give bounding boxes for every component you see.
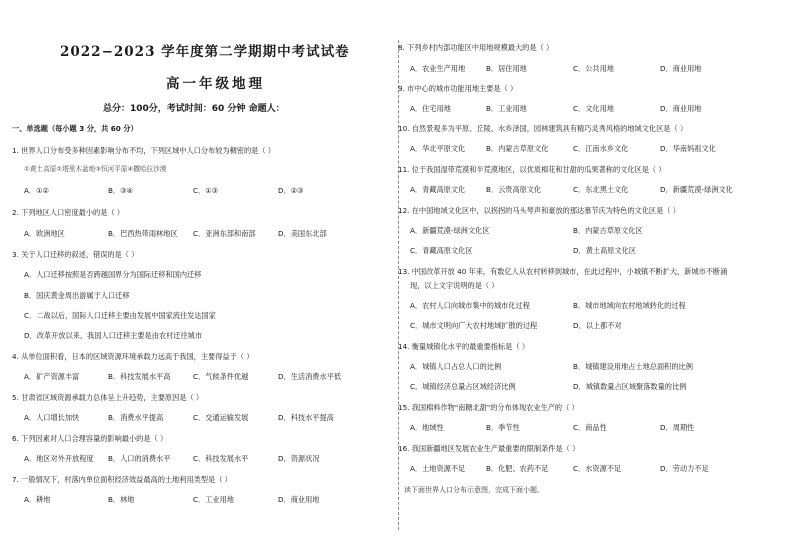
option-c: C．①③ <box>193 186 219 195</box>
option-a: A．华北平原文化 <box>410 144 466 153</box>
option-c: C．文化用地 <box>573 104 614 113</box>
question-stem: 16. 我国新疆地区发展农业生产最重要的限制条件是（ ） <box>398 444 580 453</box>
option-c: C．科技发展水平 <box>193 454 249 463</box>
question-stem: 13. 中国改革开放 40 年来，有数亿人从农村转移到城市，在此过程中，小城镇不断扩大，新城市不断涌 <box>398 267 728 276</box>
question-stem: 14. 衡量城镇化水平的最重要指标是（ ） <box>398 342 530 351</box>
option-c: C．亚洲东部和南部 <box>193 229 256 238</box>
option-b: B．③④ <box>108 186 134 195</box>
exam-subtitle: 高一年级地理 <box>166 76 265 92</box>
option-a: A．①② <box>24 186 49 195</box>
option-d: D．资源状况 <box>278 454 320 463</box>
option-b: B．人口的消费水平 <box>108 454 171 463</box>
option-d: D．商业用地 <box>660 104 702 113</box>
question-stem: 6. 下列因素对人口合理容量的影响最小的是（ ） <box>12 434 168 443</box>
option-a: A．青藏高原文化 <box>410 185 466 194</box>
option-a: A．欧洲地区 <box>24 229 65 238</box>
option-a: A．人口迁移按照是否跨越国界分为国际迁移和国内迁移 <box>24 270 202 279</box>
question-stem: 9. 市中心的城市功能用地主要是（ ） <box>398 84 518 93</box>
option-b: B．内蒙古草原文化 <box>486 144 549 153</box>
option-a: A．住宅用地 <box>410 104 451 113</box>
question-stem: 5. 甘肃省区域资源承载力总体呈上升趋势，主要原因是（ ） <box>12 393 204 402</box>
option-a: A．矿产资源丰富 <box>24 372 80 381</box>
question-stem: 2. 下列地区人口密度最小的是（ ） <box>12 208 125 217</box>
option-b: B．内蒙古草原文化区 <box>573 226 643 235</box>
option-c: C．公共用地 <box>573 64 614 73</box>
question-stem: 15. 我国棉料作物"南糖北甜"的分布体现农业生产的（ ） <box>398 403 579 412</box>
option-b: B．消费水平提高 <box>108 413 164 422</box>
question-stem: 12. 在中国地域文化区中，以拐拐的马头琴声和豪放的那达慕节庆为特色的文化区是（ ） <box>398 206 680 215</box>
question-stem: 8. 下列乡村内部功能区中用地规模最大的是（ ） <box>398 43 554 52</box>
footer-note: 读下面世界人口分布示意图，完成下面小题。 <box>404 486 544 494</box>
question-stem: 11. 位于我国湿带荒漠和半荒漠地区，以优质棉花和甘甜的瓜果著称的文化区是（ ） <box>398 165 666 174</box>
option-b: B．化肥、农药不足 <box>486 464 549 473</box>
option-d: D．商业用地 <box>278 495 320 504</box>
option-d: D．改革开放以来，我国人口迁移主要是由农村迁往城市 <box>24 331 203 340</box>
option-c: C．城镇经济总量占区域经济比例 <box>410 382 516 391</box>
option-c: C．青藏高原文化区 <box>410 246 473 255</box>
option-c: C．东北黑土文化 <box>573 185 629 194</box>
option-b: B．季节性 <box>486 423 520 432</box>
section-label: 一、单选题（每小题 3 分，共 60 分） <box>12 124 138 133</box>
option-a: A．耕地 <box>24 495 51 504</box>
option-c: C．二战以后，国际人口迁移主要由发展中国家流往发达国家 <box>24 311 216 320</box>
question-stem: 3. 关于人口迁移的叙述，错误的是（ ） <box>12 250 139 259</box>
option-c: C．交通运输发展 <box>193 413 249 422</box>
question-stem: 10. 自然景观多为平原、丘陵、水乡泽国，园林建筑具有精巧灵秀风格的地域文化区是（ ） <box>398 124 688 133</box>
option-a: A．地区对外开放程度 <box>24 454 94 463</box>
option-d: D．②③ <box>278 186 304 195</box>
option-b: B．城市地域向农村地域转化的过程 <box>573 301 686 310</box>
option-c: C．江南水乡文化 <box>573 144 629 153</box>
option-a: A．新疆荒漠-绿洲文化区 <box>410 226 490 235</box>
column-divider <box>398 40 399 530</box>
exam-title: 2022−2023 学年度第二学期期中考试试卷 <box>60 44 350 60</box>
option-c: C．工业用地 <box>193 495 234 504</box>
option-b: B．城镇建设用地占土地总面积的比例 <box>573 362 693 371</box>
option-c: C．气候条件优越 <box>193 372 249 381</box>
option-d: D．周期性 <box>660 423 695 432</box>
option-d: D．华南妈祖文化 <box>660 144 716 153</box>
option-a: A．土地资源不足 <box>410 464 466 473</box>
question-stem: 7. 一般情况下，村落内单位面积经济效益最高的土地利用类型是（ ） <box>12 475 232 484</box>
question-stem: 4. 从单位面积看，日本的区域资源环境承载力远高于我国，主要得益于（ ） <box>12 352 254 361</box>
option-b: B．林地 <box>108 495 135 504</box>
exam-meta: 总分：100分，考试时间：60 分钟 命题人： <box>103 104 285 114</box>
option-b: B．居住用地 <box>486 64 527 73</box>
option-b: B．科技发展水平高 <box>108 372 171 381</box>
option-d: D．黄土高原文化区 <box>573 246 637 255</box>
option-c: C．水资源不足 <box>573 464 622 473</box>
option-d: D．生活消费水平低 <box>278 372 342 381</box>
option-d: D．劳动力不足 <box>660 464 709 473</box>
option-a: A．地域性 <box>410 423 444 432</box>
option-d: D．商业用地 <box>660 64 702 73</box>
question-sub: ①黄土高原②塔里木盆地③恒河平原④撒哈拉沙漠 <box>24 165 167 173</box>
option-d: D．以上都不对 <box>573 321 622 330</box>
question-stem: 1. 世界人口分布受多种因素影响分布不均，下列区域中人口分布较为稠密的是（ ） <box>12 146 275 155</box>
option-b: B．国庆黄金周出游属于人口迁移 <box>24 291 130 300</box>
option-b: B．巴西热带雨林地区 <box>108 229 178 238</box>
option-a: A．农业生产用地 <box>410 64 466 73</box>
option-d: D．城镇数量占区域聚落数量的比例 <box>573 382 687 391</box>
option-a: A．城镇人口占总人口的比例 <box>410 362 502 371</box>
option-d: D．美国东北部 <box>278 229 327 238</box>
question-stem-cont: 现，以上文字说明的是（ ） <box>410 281 499 290</box>
option-c: C．商品性 <box>573 423 607 432</box>
option-a: A．人口增长加快 <box>24 413 80 422</box>
option-b: B．工业用地 <box>486 104 527 113</box>
option-d: D．新疆荒漠-绿洲文化 <box>660 185 733 194</box>
option-b: B．云贵高原文化 <box>486 185 542 194</box>
option-c: C．城市文明向广大农村地域扩散的过程 <box>410 321 538 330</box>
option-d: D．科技水平提高 <box>278 413 334 422</box>
option-a: A．农村人口向城市集中的城市化过程 <box>410 301 530 310</box>
